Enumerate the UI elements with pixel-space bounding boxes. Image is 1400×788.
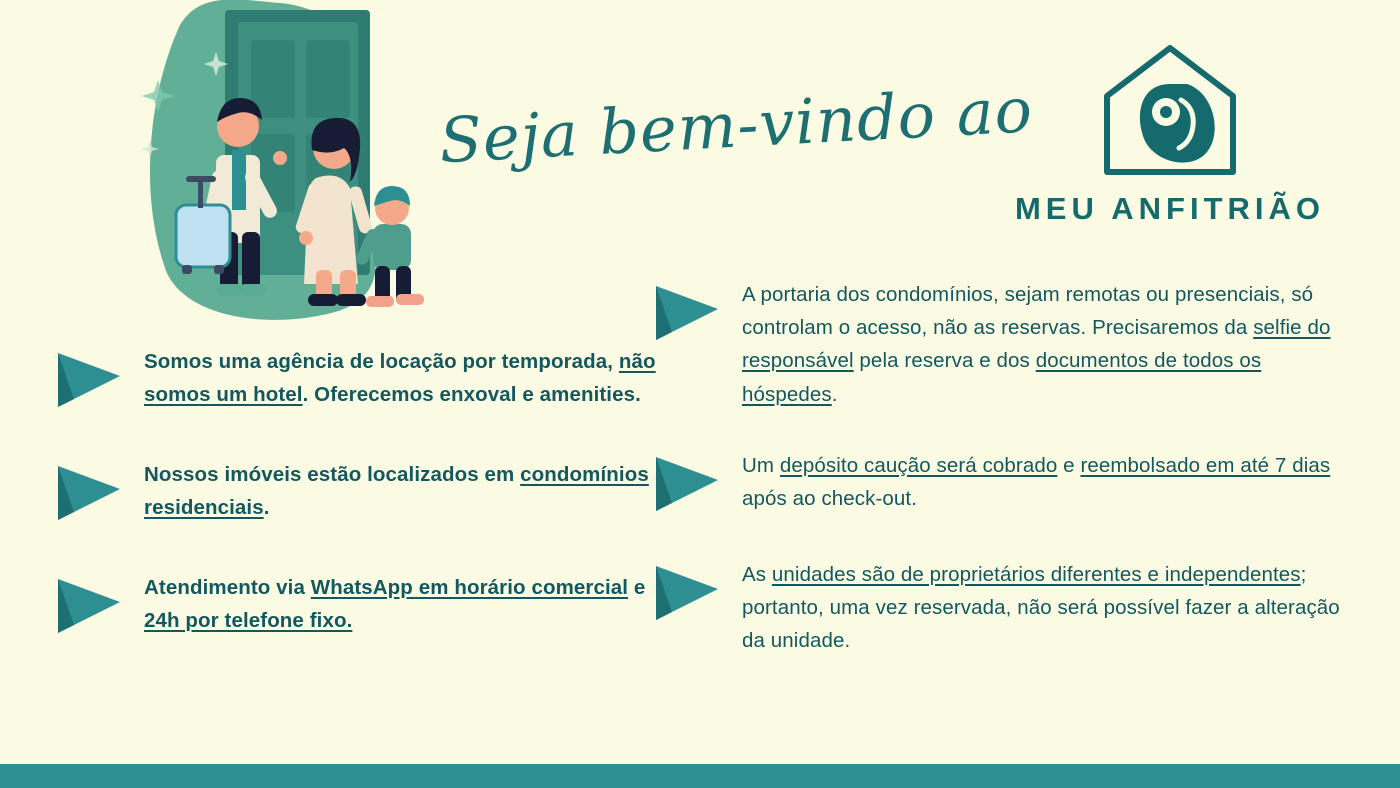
brand-block [1000,40,1340,227]
bullet-column-right [650,278,1350,691]
bullet-text: Um depósito caução será cobrado e reembolsado em até 7 dias após ao check-out. [742,453,1331,511]
page-title: Seja bem-vindo ao [437,73,1035,178]
bullet-column-left [52,345,662,676]
play-arrow-icon [52,345,130,416]
play-arrow-icon [52,458,130,529]
play-arrow-icon [650,449,728,520]
bullet-text: Atendimento via WhatsApp em horário comercial e 24h por telefone fixo. [144,576,646,633]
list-item [52,571,662,642]
play-arrow-icon [52,571,130,642]
bullet-text: Somos uma agência de locação por temporada, não somos um hotel. Oferecemos enxoval e amenities. [144,350,656,407]
house-owl-logo-icon [1000,40,1340,185]
play-arrow-icon [650,278,728,349]
bullet-text: As unidades são de proprietários diferentes e independentes; portanto, uma vez reservada, não será possível fazer a alteração da unidade. [742,562,1340,653]
brand-name: MEU ANFITRIÃO [1014,191,1326,226]
footer-band [0,764,1400,788]
bullet-text: Nossos imóveis estão localizados em condomínios residenciais. [144,463,649,520]
play-arrow-icon [650,558,728,629]
bullet-text: A portaria dos condomínios, sejam remotas ou presenciais, só controlam o acesso, não as reservas. Precisaremos da selfie do responsável pela reserva e dos documentos de todos os hóspedes. [742,283,1331,406]
list-item [650,449,1350,520]
list-item [52,458,662,529]
list-item [52,345,662,416]
list-item [650,558,1350,658]
list-item [650,278,1350,411]
